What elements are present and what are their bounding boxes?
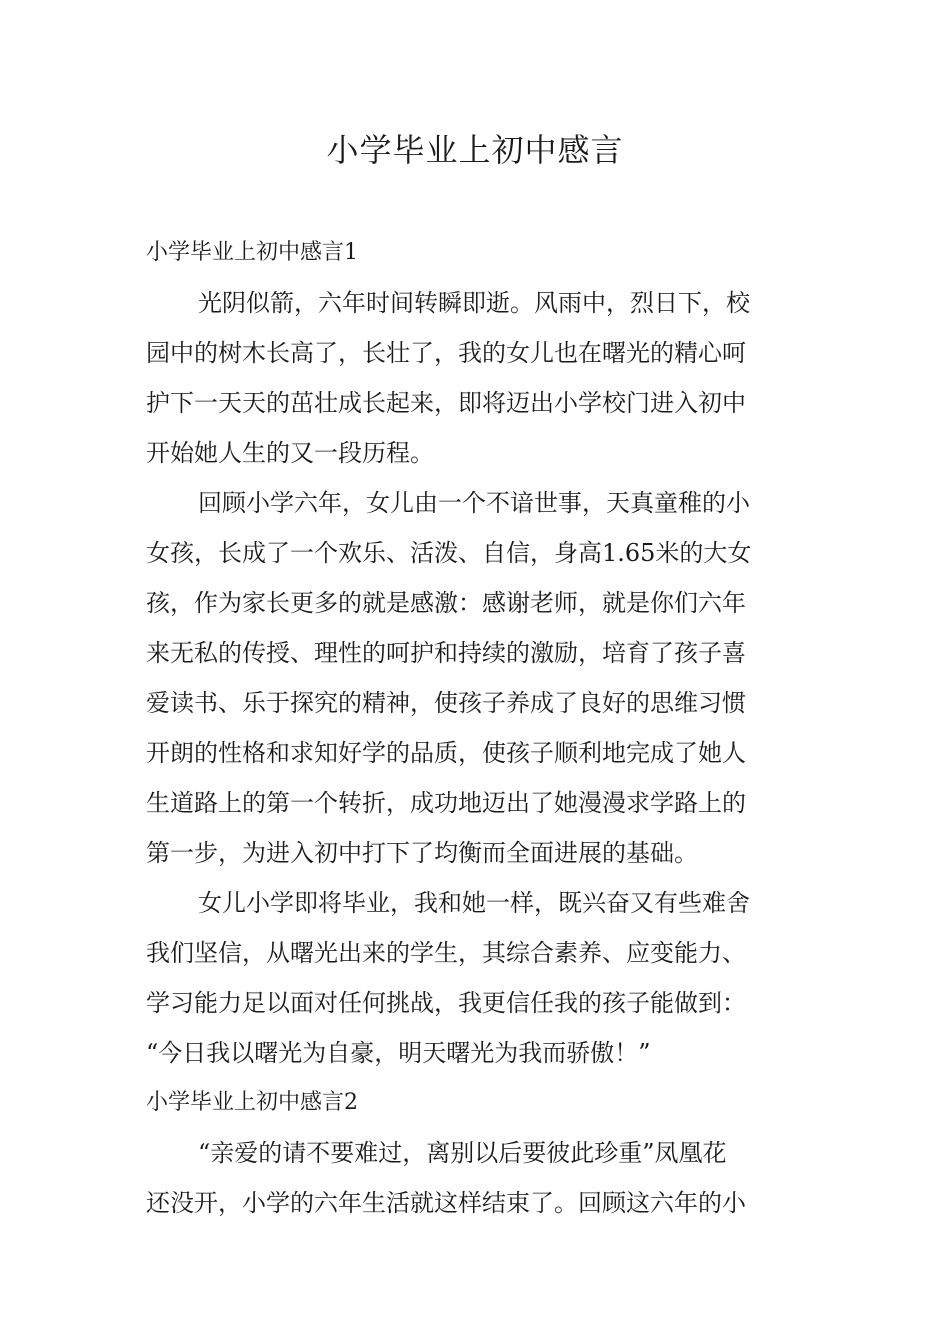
text-line: 女孩，长成了一个欢乐、活泼、自信，身高1.65米的大女 <box>146 539 752 567</box>
text-line: 爱读书、乐于探究的精神，使孩子养成了良好的思维习惯 <box>146 689 746 717</box>
text-line: 生道路上的第一个转折，成功地迈出了她漫漫求学路上的 <box>146 789 746 817</box>
section-heading: 小学毕业上初中感言1 <box>146 240 358 265</box>
text-line: 护下一天天的茁壮成长起来，即将迈出小学校门进入初中 <box>146 389 746 417</box>
text-line: “今日我以曙光为自豪，明天曙光为我而骄傲！” <box>146 1039 651 1067</box>
text-line: 第一步，为进入初中打下了均衡而全面进展的基础。 <box>146 839 698 867</box>
text-line: “亲爱的请不要难过，离别以后要彼此珍重”凤凰花 <box>198 1139 727 1167</box>
text-line: 我们坚信，从曙光出来的学生，其综合素养、应变能力、 <box>146 939 746 967</box>
text-line: 还没开，小学的六年生活就这样结束了。回顾这六年的小 <box>146 1189 746 1217</box>
text-line: 孩，作为家长更多的就是感激：感谢老师，就是你们六年 <box>146 589 746 617</box>
document-body <box>146 228 808 1228</box>
text-line: 开始她人生的又一段历程。 <box>146 439 434 467</box>
text-line: 女儿小学即将毕业，我和她一样，既兴奋又有些难舍 <box>198 889 750 917</box>
text-line: 园中的树木长高了，长壮了，我的女儿也在曙光的精心呵 <box>146 339 746 367</box>
text-line: 光阴似箭，六年时间转瞬即逝。风雨中，烈日下，校 <box>198 289 750 317</box>
text-line: 学习能力足以面对任何挑战，我更信任我的孩子能做到： <box>146 989 746 1017</box>
document-title: 小学毕业上初中感言 <box>326 131 624 169</box>
text-line: 回顾小学六年，女儿由一个不谙世事，天真童稚的小 <box>198 489 750 517</box>
text-line: 开朗的性格和求知好学的品质，使孩子顺利地完成了她人 <box>146 739 746 767</box>
text-line: 来无私的传授、理性的呵护和持续的激励，培育了孩子喜 <box>146 639 746 667</box>
section-heading: 小学毕业上初中感言2 <box>146 1090 358 1115</box>
